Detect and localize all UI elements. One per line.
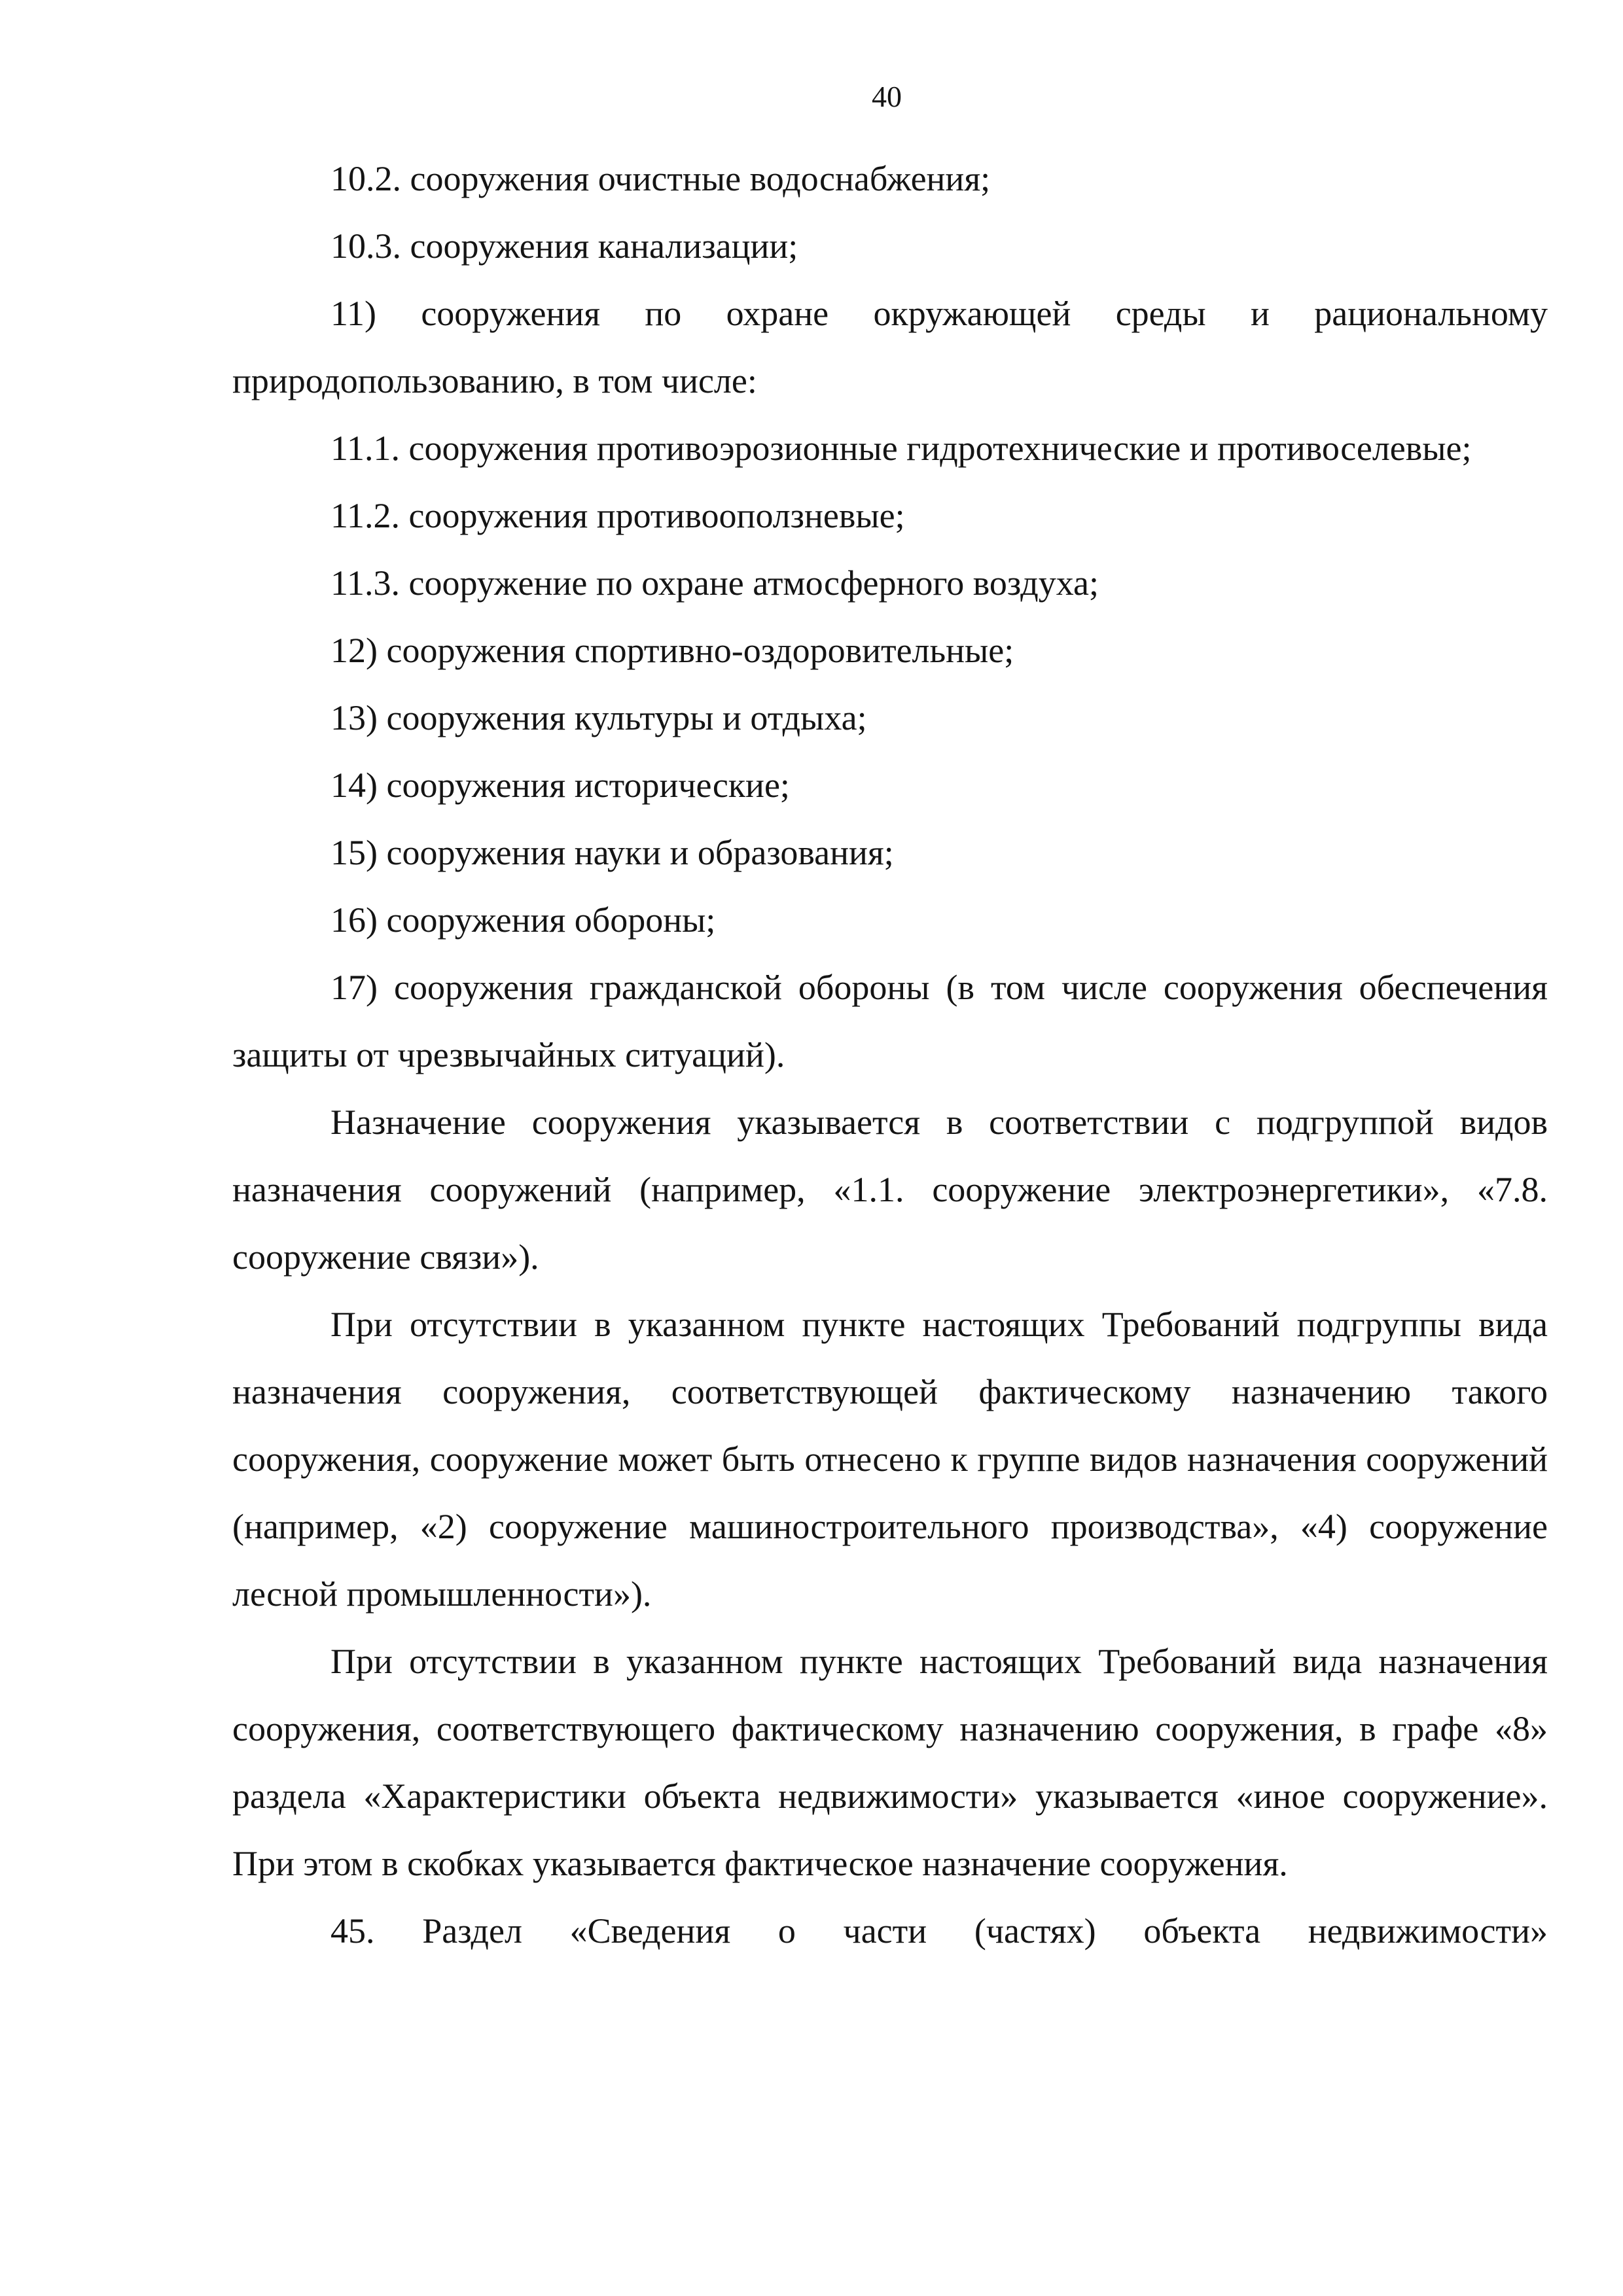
- paragraph-11-1: 11.1. сооружения противоэрозионные гидротехнические и противоселевые;: [330, 429, 1472, 468]
- paragraph-11-2: 11.2. сооружения противооползневые;: [330, 496, 905, 535]
- paragraph-10-3: 10.3. сооружения канализации;: [330, 226, 798, 266]
- paragraph-other-structure: При отсутствии в указанном пункте настоящих Требований вида назначения сооружения, соответствующего фактическому назначению сооружения, в графе «8» раздела «Характеристики объекта недвижимости» указывается «иное сооружение». При этом в скобках указывается фактическое назначение сооружения.: [232, 1642, 1548, 1883]
- page-number: 40: [872, 80, 902, 113]
- paragraph-17: 17) сооружения гражданской обороны (в том числе сооружения обеспечения защиты от чрезвычайных ситуаций).: [232, 968, 1548, 1074]
- paragraph-purpose-group: При отсутствии в указанном пункте настоящих Требований подгруппы вида назначения сооружения, соответствующей фактическому назначению такого сооружения, сооружение может быть отнесено к группе видов назначения сооружений (например, «2) сооружение машиностроительного производства», «4) сооружение лесной промышленности»).: [232, 1305, 1548, 1614]
- paragraph-10-2: 10.2. сооружения очистные водоснабжения;: [330, 159, 991, 198]
- paragraph-15: 15) сооружения науки и образования;: [330, 833, 894, 872]
- paragraph-12: 12) сооружения спортивно-оздоровительные;: [330, 631, 1014, 670]
- paragraph-11-3: 11.3. сооружение по охране атмосферного воздуха;: [330, 563, 1099, 603]
- document-body: [232, 145, 1548, 1965]
- paragraph-purpose-subgroup: Назначение сооружения указывается в соответствии с подгруппой видов назначения сооружений (например, «1.1. сооружение электроэнергетики», «7.8. сооружение связи»).: [232, 1103, 1548, 1277]
- paragraph-11: 11) сооружения по охране окружающей среды и рациональному природопользованию, в том числе:: [232, 294, 1548, 400]
- paragraph-16: 16) сооружения обороны;: [330, 900, 716, 940]
- paragraph-14: 14) сооружения исторические;: [330, 766, 790, 805]
- paragraph-section-45: 45. Раздел «Сведения о части (частях) объекта недвижимости»: [330, 1911, 1548, 1951]
- paragraph-13: 13) сооружения культуры и отдыха;: [330, 698, 867, 737]
